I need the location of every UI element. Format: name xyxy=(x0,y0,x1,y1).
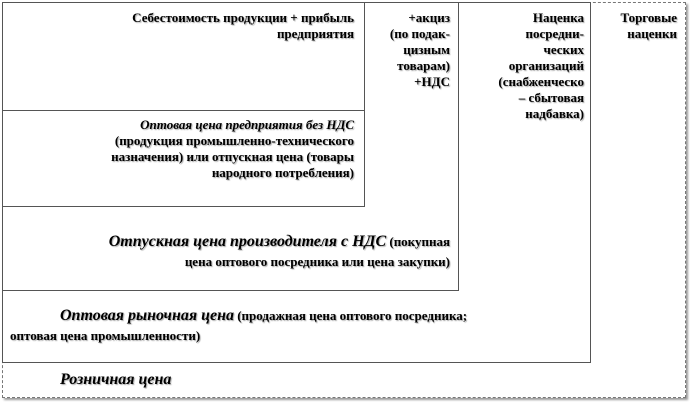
wholesale-enterprise-price-title: Оптовая цена предприятия без НДС xyxy=(140,117,354,132)
cost-profit-line2: предприятия xyxy=(276,26,354,41)
wholesale-market-price-rest: (продажная цена оптового посредника; xyxy=(233,308,468,323)
excise-vat-line: (по подак- xyxy=(389,26,450,41)
intermediary-markup-line: (снабженческо xyxy=(498,74,584,89)
retail-price-text xyxy=(60,370,360,390)
cost-profit-text xyxy=(10,10,354,42)
excise-vat-line: +акциз xyxy=(408,10,450,25)
wholesale-enterprise-price-line: (продукция промышленно-технического xyxy=(114,133,354,148)
producer-release-price-title: Отпускная цена производителя с НДС xyxy=(108,233,387,250)
wholesale-enterprise-price-line: назначения) или отпускная цена (товары xyxy=(111,149,354,164)
excise-vat-line: +НДС xyxy=(414,74,450,89)
trade-markup-line: наценки xyxy=(627,26,677,41)
intermediary-markup-line: надбавка) xyxy=(525,106,584,121)
wholesale-enterprise-price-text xyxy=(8,117,354,181)
intermediary-markup-line: ческих xyxy=(543,42,584,57)
excise-vat-line: цизным xyxy=(403,42,450,57)
producer-release-price-line2: цена оптового посредника или цена закупки) xyxy=(184,254,450,269)
wholesale-market-price-line2: оптовая цена промышленности) xyxy=(10,328,201,343)
intermediary-markup-line: Наценка xyxy=(532,10,584,25)
retail-price-title: Розничная цена xyxy=(60,371,172,388)
wholesale-market-price-title: Оптовая рыночная цена xyxy=(60,307,234,324)
intermediary-markup-line: посредни- xyxy=(525,26,584,41)
excise-vat-text xyxy=(366,10,450,90)
cost-profit-line1: Себестоимость продукции + прибыль xyxy=(132,10,354,25)
intermediary-markup-line: организаций xyxy=(508,58,584,73)
intermediary-markup-text xyxy=(462,10,584,122)
wholesale-market-price-text xyxy=(10,306,586,346)
intermediary-markup-line: – сбытовая xyxy=(518,90,584,105)
excise-vat-line: товарам) xyxy=(397,58,450,73)
trade-markup-text xyxy=(594,10,677,42)
wholesale-enterprise-price-line: народного потребления) xyxy=(211,165,354,180)
producer-release-price-rest: (покупная xyxy=(386,234,450,249)
trade-markup-line: Торговые xyxy=(620,10,677,25)
producer-release-price-text xyxy=(8,232,450,272)
